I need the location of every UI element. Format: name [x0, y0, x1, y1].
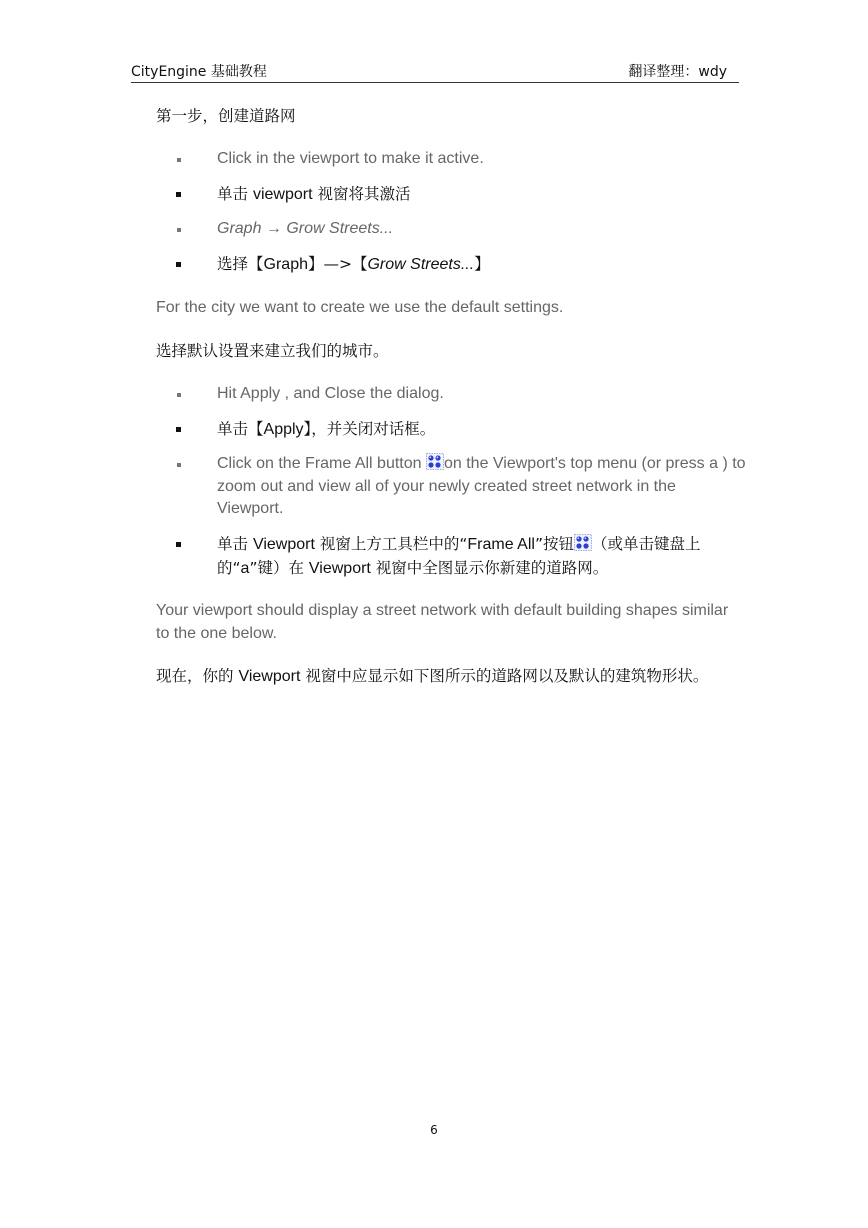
list-item-text: 选择【Graph】—>【Grow Streets...】 [217, 255, 490, 273]
bullet-icon [177, 393, 181, 397]
frame-all-icon [574, 534, 592, 551]
list-item-text: Hit Apply , and Close the dialog. [217, 385, 444, 402]
page-number: 6 [430, 1123, 438, 1137]
frame-all-icon [426, 453, 444, 470]
paragraph-result-cn: 现在，你的 Viewport 视窗中应显示如下图所示的道路网以及默认的建筑物形状。 [156, 667, 709, 685]
bullet-icon [177, 463, 181, 467]
bullet-icon [176, 427, 181, 432]
header-left: CityEngine 基础教程 [131, 64, 267, 80]
list-item-text: Click in the viewport to make it active. [217, 150, 484, 167]
paragraph-default-cn: 选择默认设置来建立我们的城市。 [156, 342, 389, 360]
paragraph-result-en: Your viewport should display a street network with default building shapes similar to the one below. [156, 602, 729, 642]
header-right: 翻译整理：wdy [628, 64, 727, 80]
bullet-icon [177, 228, 181, 232]
list-item-text: 单击 Viewport 视窗上方工具栏中的“Frame All”按钮 （或单击键盘上的“a”键）在 Viewport 视窗中全图显示你新建的道路网。 [217, 535, 701, 577]
list-item-text: 单击【Apply】，并关闭对话框。 [217, 420, 436, 438]
bullet-icon [176, 542, 181, 547]
bullet-icon [176, 192, 181, 197]
bullet-icon [177, 158, 181, 162]
header-rule [131, 82, 739, 83]
list-item-text: Click on the Frame All button on the Viewport's top menu (or press a ) to zoom out and view all of your newly created street network in the Viewport. [217, 455, 746, 517]
list-item-text: 单击 viewport 视窗将其激活 [217, 185, 411, 203]
bullet-icon [176, 262, 181, 267]
page-header [131, 63, 739, 82]
paragraph-default-en: For the city we want to create we use the default settings. [156, 299, 564, 316]
list-item-text: Graph → Grow Streets... [217, 220, 394, 237]
step-title: 第一步，创建道路网 [156, 107, 296, 125]
